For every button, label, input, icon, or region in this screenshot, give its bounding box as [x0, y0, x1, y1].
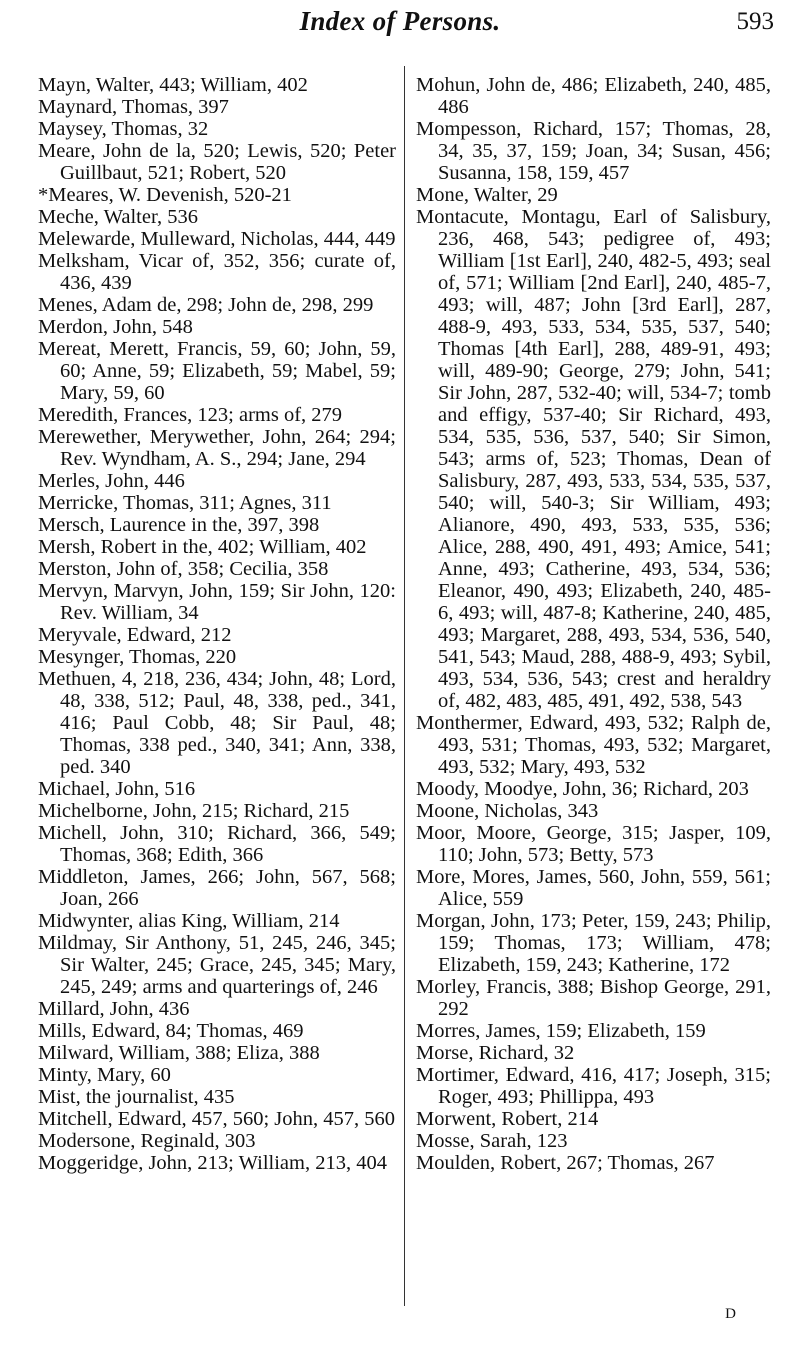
- index-entry: Monthermer, Edward, 493, 532; Ralph de, 493, 531; Thomas, 493, 532; Margaret, 493, 532; Mary, 493, 532: [416, 712, 771, 778]
- index-entry: Moulden, Robert, 267; Thomas, 267: [416, 1152, 715, 1174]
- index-entry: Morres, James, 159; Elizabeth, 159: [416, 1020, 706, 1042]
- index-entry: Moody, Moodye, John, 36; Richard, 203: [416, 778, 749, 800]
- index-entry: *Meares, W. Devenish, 520-21: [38, 184, 292, 206]
- index-entry: Michelborne, John, 215; Richard, 215: [38, 800, 350, 822]
- index-entry: Meredith, Frances, 123; arms of, 279: [38, 404, 343, 426]
- index-entry: Maysey, Thomas, 32: [38, 118, 209, 140]
- signature-mark: D: [725, 1306, 736, 1322]
- index-entry: Mist, the journalist, 435: [38, 1086, 235, 1108]
- index-entry: Morse, Richard, 32: [416, 1042, 575, 1064]
- index-entry: Moone, Nicholas, 343: [416, 800, 599, 822]
- index-entry: Mersch, Laurence in the, 397, 398: [38, 514, 320, 536]
- column-divider: [404, 66, 405, 1306]
- index-entry: Montacute, Montagu, Earl of Salisbury, 236, 468, 543; pedigree of, 493; William [1st Earl], 240, 482-5, 493; seal of, 571; William [2nd Earl], 240, 485-7, 493; will, 487; John [3rd Earl], 287, 488-9, 493, 533, 534, 535, 537, 540; Thomas [4th Earl], 288, 489-91, 493; will, 489-90; George, 279; John, 541; Sir John, 287, 532-40; will, 534-7; tomb and effigy, 537-40; Sir Richard, 493, 534, 535, 536, 537, 540; Sir Simon, 543; arms of, 523; Thomas, Dean of Salisbury, 287, 493, 533, 534, 535, 537, 540; will, 540-3; Sir William, 493; Alianore, 490, 493, 533, 535, 536; Alice, 288, 490, 491, 493; Amice, 541; Anne, 493; Catherine, 493, 534, 536; Eleanor, 490, 493; Elizabeth, 240, 485-6, 493; will, 487-8; Katherine, 240, 485, 493; Margaret, 288, 493, 534, 536, 540, 541, 543; Maud, 288, 488-9, 493; Sybil, 493, 534, 536, 543; crest and heraldry of, 482, 483, 485, 491, 492, 538, 543: [416, 206, 771, 712]
- index-entry: Merewether, Merywether, John, 264; 294; Rev. Wyndham, A. S., 294; Jane, 294: [38, 426, 396, 470]
- index-entry: Menes, Adam de, 298; John de, 298, 299: [38, 294, 374, 316]
- index-entry: Mosse, Sarah, 123: [416, 1130, 568, 1152]
- index-entry: Morwent, Robert, 214: [416, 1108, 599, 1130]
- index-entry: Mitchell, Edward, 457, 560; John, 457, 560: [38, 1108, 396, 1130]
- page-number: 593: [736, 8, 774, 35]
- index-entry: Merricke, Thomas, 311; Agnes, 311: [38, 492, 332, 514]
- index-entry: Meche, Walter, 536: [38, 206, 198, 228]
- index-entry: Mompesson, Richard, 157; Thomas, 28, 34, 35, 37, 159; Joan, 34; Susan, 456; Susanna, 158, 159, 457: [416, 118, 771, 184]
- index-entry: Mills, Edward, 84; Thomas, 469: [38, 1020, 304, 1042]
- index-entry: Millard, John, 436: [38, 998, 190, 1020]
- index-entry: Merles, John, 446: [38, 470, 185, 492]
- page-header: [0, 0, 800, 50]
- index-entry: Maynard, Thomas, 397: [38, 96, 229, 118]
- index-entry: More, Mores, James, 560, John, 559, 561; Alice, 559: [416, 866, 771, 910]
- index-entry: Moor, Moore, George, 315; Jasper, 109, 110; John, 573; Betty, 573: [416, 822, 771, 866]
- index-entry: Meryvale, Edward, 212: [38, 624, 232, 646]
- index-entry: Moggeridge, John, 213; William, 213, 404: [38, 1152, 387, 1174]
- index-entry: Methuen, 4, 218, 236, 434; John, 48; Lord, 48, 338, 512; Paul, 48, 338, ped., 341, 416; Paul Cobb, 48; Sir Paul, 48; Thomas, 338 ped., 340, 341; Ann, 338, ped. 340: [38, 668, 396, 778]
- index-entry: Michell, John, 310; Richard, 366, 549; Thomas, 368; Edith, 366: [38, 822, 396, 866]
- index-entry: Mervyn, Marvyn, John, 159; Sir John, 120: Rev. William, 34: [38, 580, 396, 624]
- index-entry: Mildmay, Sir Anthony, 51, 245, 246, 345; Sir Walter, 245; Grace, 245, 345; Mary, 245, 249; arms and quarterings of, 246: [38, 932, 396, 998]
- index-entry: Meare, John de la, 520; Lewis, 520; Peter Guillbaut, 521; Robert, 520: [38, 140, 396, 184]
- index-entry: Mereat, Merett, Francis, 59, 60; John, 59, 60; Anne, 59; Elizabeth, 59; Mabel, 59; Mary, 59, 60: [38, 338, 396, 404]
- index-column-right: [416, 74, 771, 1174]
- index-entry: Melksham, Vicar of, 352, 356; curate of, 436, 439: [38, 250, 396, 294]
- index-entry: Morgan, John, 173; Peter, 159, 243; Philip, 159; Thomas, 173; William, 478; Elizabeth, 159, 243; Katherine, 172: [416, 910, 771, 976]
- index-entry: Mayn, Walter, 443; William, 402: [38, 74, 308, 96]
- index-entry: Merdon, John, 548: [38, 316, 193, 338]
- index-entry: Michael, John, 516: [38, 778, 196, 800]
- index-entry: Melewarde, Mulleward, Nicholas, 444, 449: [38, 228, 396, 250]
- index-entry: Merston, John of, 358; Cecilia, 358: [38, 558, 329, 580]
- index-entry: Mone, Walter, 29: [416, 184, 558, 206]
- index-entry: Mesynger, Thomas, 220: [38, 646, 237, 668]
- index-entry: Middleton, James, 266; John, 567, 568; Joan, 266: [38, 866, 396, 910]
- index-entry: Minty, Mary, 60: [38, 1064, 171, 1086]
- index-entry: Mohun, John de, 486; Elizabeth, 240, 485, 486: [416, 74, 771, 118]
- page-title: Index of Persons.: [299, 6, 501, 36]
- index-column-left: [38, 74, 396, 1174]
- index-entry: Morley, Francis, 388; Bishop George, 291, 292: [416, 976, 771, 1020]
- index-entry: Mersh, Robert in the, 402; William, 402: [38, 536, 367, 558]
- index-entry: Milward, William, 388; Eliza, 388: [38, 1042, 320, 1064]
- index-entry: Modersone, Reginald, 303: [38, 1130, 256, 1152]
- index-entry: Mortimer, Edward, 416, 417; Joseph, 315; Roger, 493; Phillippa, 493: [416, 1064, 771, 1108]
- index-entry: Midwynter, alias King, William, 214: [38, 910, 340, 932]
